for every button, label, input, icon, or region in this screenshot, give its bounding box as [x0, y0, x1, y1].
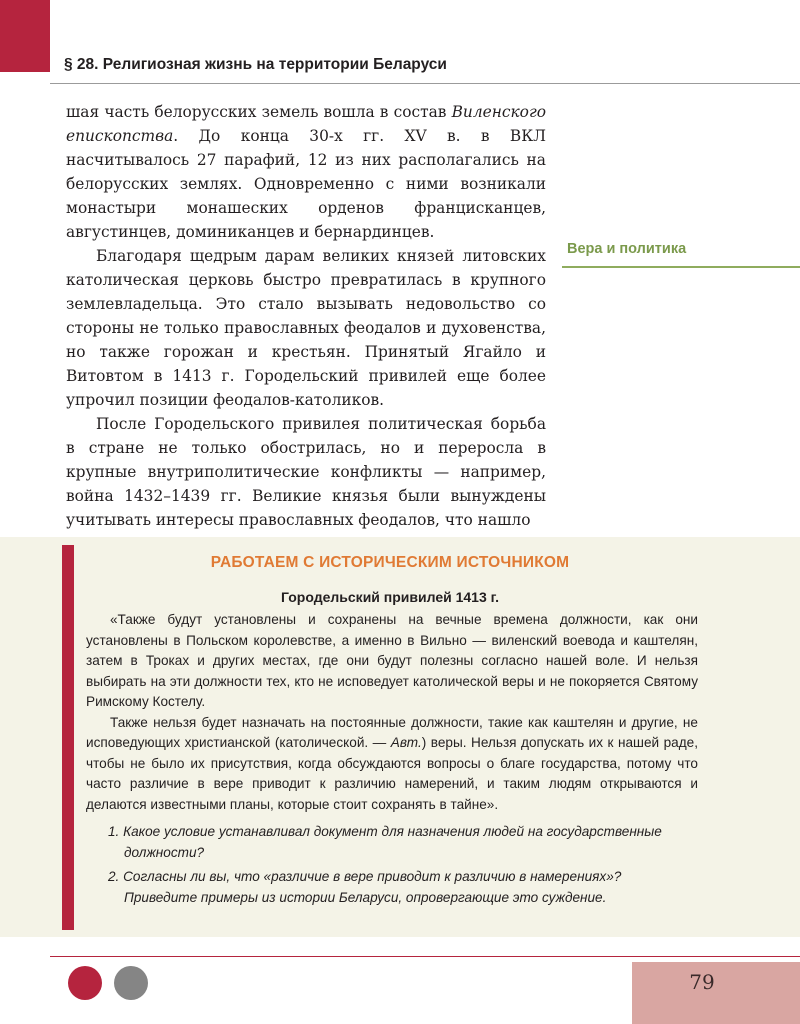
source-quote	[86, 610, 698, 815]
header-corner-tab	[0, 0, 50, 72]
question-list	[108, 822, 698, 912]
italic-term: Виленского епископства	[66, 103, 546, 145]
source-panel-heading: РАБОТАЕМ С ИСТОРИЧЕСКИМ ИСТОЧНИКОМ	[210, 554, 570, 571]
footer-red-dot-icon	[68, 966, 102, 1000]
source-quote-paragraph-2: Также нельзя будет назначать на постоянные должности, такие как каштелян и другие, не исповедующих христианской (католической. — Авт.) веры. Нельзя допускать их к нашей раде, чтобы не было их присутствия, когда обсуждаются вопросы о благе государства, потому что часто различие в вере приводит к различию намерений, и таким людям открываются и делаются известными планы, которые стоит сохранять в тайне».	[86, 714, 698, 812]
page-number: 79	[689, 970, 715, 994]
question-item-1: 1. Какое условие устанавливал документ для назначения людей на государственные должности?	[108, 824, 662, 860]
paragraph-1: шая часть белорусских земель вошла в состав Виленского епископства. До конца 30-х гг. XV в. в ВКЛ насчитывалось 27 парафий, 12 из них располагались на белорусских землях. Одновременно с ними возникали монастыри монашеских орденов францисканцев, августинцев, доминиканцев и бернардинцев.	[66, 103, 546, 241]
margin-topic-label: Вера и политика	[567, 241, 687, 257]
main-text-column	[66, 100, 546, 532]
footer-divider	[50, 956, 800, 957]
question-item-2: 2. Согласны ли вы, что «различие в вере приводит к различию в намерениях»? Приведите примеры из истории Беларуси, опровергающие это суждение.	[108, 869, 622, 905]
header-divider	[50, 83, 800, 84]
paragraph-3: После Городельского привилея политическая борьба в стране не только обострилась, но и переросла в крупные внутриполитические конфликты — например, война 1432–1439 гг. Великие князья были вынуждены учитывать интересы православных феодалов, что нашло	[66, 415, 546, 529]
margin-topic-divider	[562, 266, 800, 268]
source-document-title: Городельский привилей 1413 г.	[281, 589, 499, 605]
source-quote-paragraph-1: «Также будут установлены и сохранены на вечные времена должности, как они установлены в Польском королевстве, а именно в Вильно — виленский воевода и каштелян, затем в Троках и других местах, где они будут полезны согласно нашей воле. И нельзя выбирать на эти должности тех, кто не исповедует католической веры и не покоряется Святому Римскому Костелу.	[86, 612, 698, 709]
source-panel-accent-bar	[62, 545, 74, 930]
footer-gray-dot-icon	[114, 966, 148, 1000]
running-header-title: § 28. Религиозная жизнь на территории Беларуси	[64, 56, 447, 73]
paragraph-2: Благодаря щедрым дарам великих князей литовских католическая церковь быстро превратилась в крупного землевладельца. Это стало вызывать недовольство со стороны не только православных феодалов и духовенства, но также горожан и крестьян. Принятый Ягайло и Витовтом в 1413 г. Городельский привилей еще более упрочил позиции феодалов-католиков.	[66, 247, 546, 409]
